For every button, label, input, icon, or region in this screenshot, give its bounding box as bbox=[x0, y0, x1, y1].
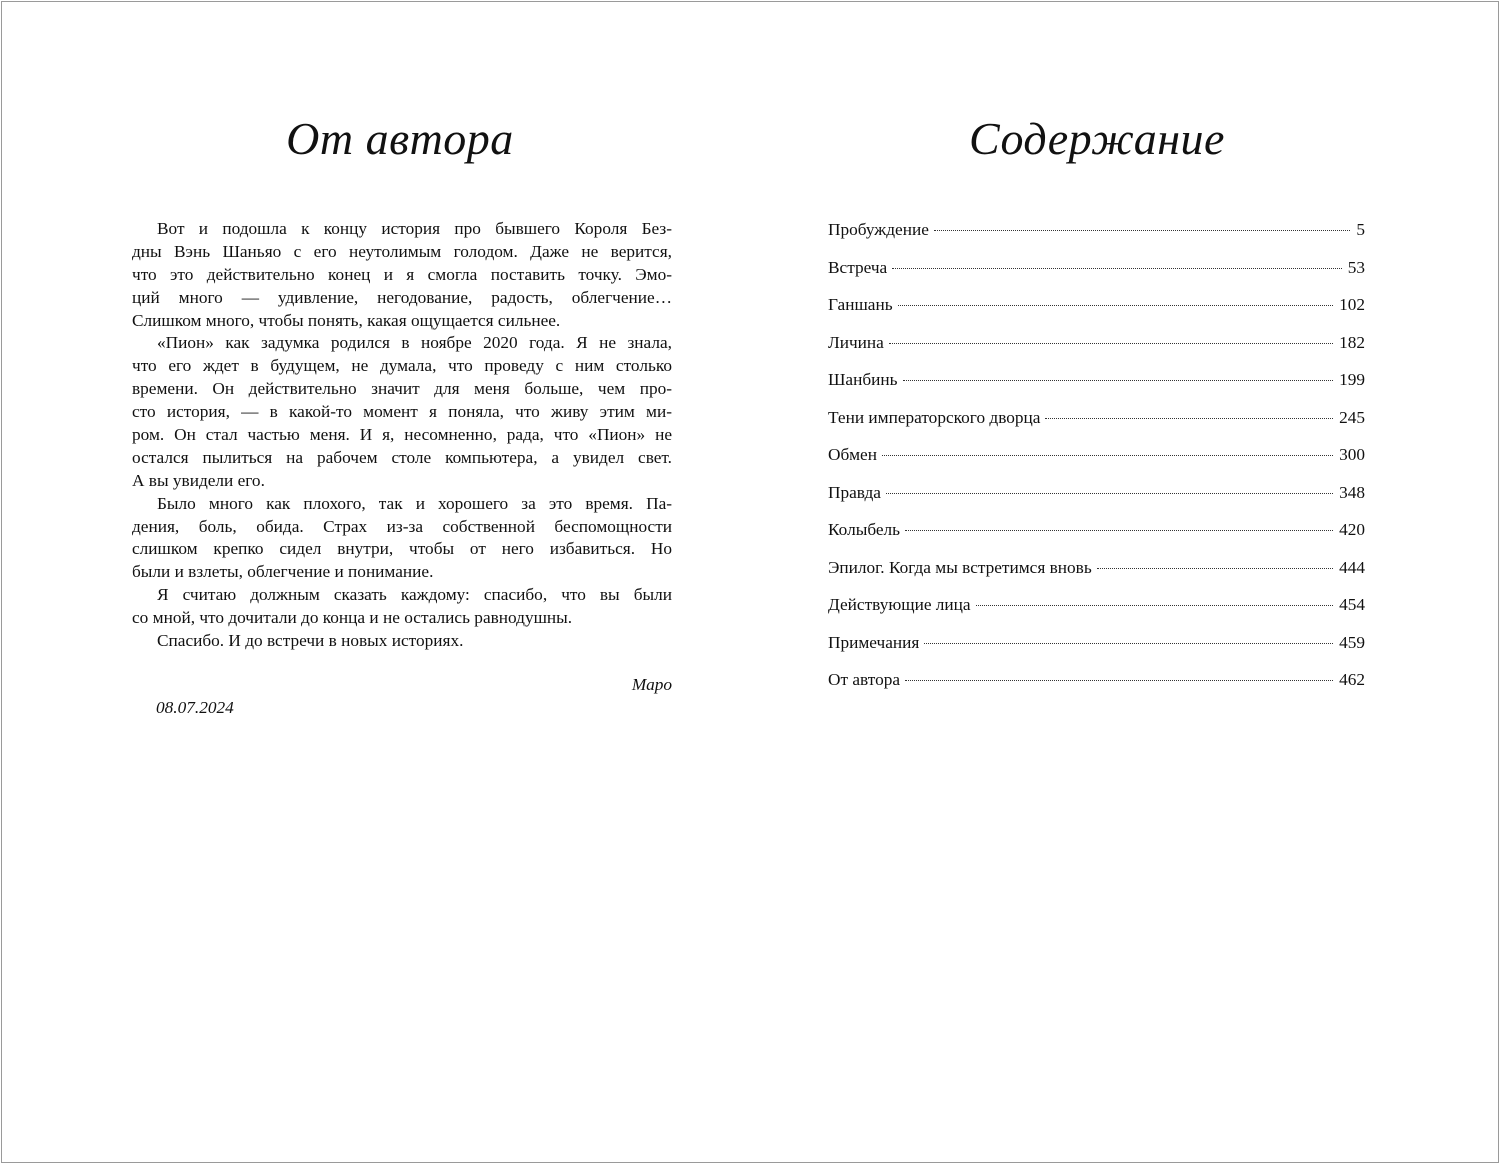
text-line: Я считаю должным сказать каждому: спасибо, что вы были bbox=[157, 585, 672, 605]
toc-page-number: 462 bbox=[1339, 670, 1365, 689]
dot-leader bbox=[1045, 418, 1333, 419]
text-line: Было много как плохого, так и хорошего за это время. Па- bbox=[157, 493, 672, 513]
author-signature: Маро bbox=[631, 675, 672, 694]
toc-entry-title: Встреча bbox=[828, 257, 888, 277]
toc-page-number: 199 bbox=[1339, 370, 1365, 389]
toc-entry[interactable] bbox=[828, 293, 1365, 331]
text-line: ром. Он стал частью меня. И я, несомненно, рада, что «Пион» не bbox=[132, 425, 672, 445]
text-line: слишком крепко сидел внутри, чтобы от него избавиться. Но bbox=[132, 539, 672, 559]
text-line: Вот и подошла к концу история про бывшего Короля Без- bbox=[157, 219, 672, 238]
toc-entry[interactable] bbox=[828, 331, 1365, 369]
toc-page-number: 454 bbox=[1339, 595, 1365, 614]
toc-page-number: 459 bbox=[1339, 632, 1365, 652]
toc-page-number: 420 bbox=[1339, 520, 1365, 539]
text-line: со мной, что дочитали до конца и не остались равнодушны. bbox=[132, 608, 573, 628]
toc-entry[interactable] bbox=[828, 368, 1365, 406]
text-line: Слишком много, чтобы понять, какая ощущается сильнее. bbox=[132, 310, 561, 330]
dot-leader bbox=[889, 343, 1333, 344]
toc-page-number: 444 bbox=[1339, 557, 1365, 577]
toc-entry[interactable] bbox=[828, 593, 1365, 631]
dot-leader bbox=[1097, 568, 1333, 569]
text-line: сто история, — в какой-то момент я поняла, что живу этим ми- bbox=[132, 402, 672, 422]
text-line: дны Вэнь Шаньяо с его неутолимым голодом. Даже не верится, bbox=[132, 241, 672, 261]
dot-leader bbox=[886, 493, 1333, 494]
toc-entry-title: Пробуждение bbox=[828, 220, 929, 239]
toc-entry-title: Ганшань bbox=[828, 295, 893, 314]
afterword-title: От автора bbox=[286, 113, 514, 164]
dot-leader bbox=[905, 680, 1333, 681]
toc-entry[interactable] bbox=[828, 518, 1365, 556]
toc-page-number: 102 bbox=[1339, 295, 1365, 314]
text-line: остался пылиться на рабочем столе компьютера, а увидел свет. bbox=[132, 447, 672, 467]
table-of-contents bbox=[828, 218, 1365, 706]
toc-page-number: 5 bbox=[1356, 220, 1365, 239]
toc-entry-title: Колыбель bbox=[828, 520, 901, 539]
toc-entry-title: От автора bbox=[828, 670, 901, 689]
toc-entry-title: Эпилог. Когда мы встретимся вновь bbox=[828, 557, 1092, 577]
toc-entry-title: Шанбинь bbox=[828, 370, 898, 389]
toc-entry-title: Обмен bbox=[828, 445, 877, 464]
toc-entry-title: Действующие лица bbox=[828, 595, 971, 614]
toc-page-number: 53 bbox=[1347, 257, 1365, 277]
afterword-date: 08.07.2024 bbox=[156, 698, 234, 717]
toc-entry[interactable] bbox=[828, 256, 1365, 294]
text-line: времени. Он действительно значит для меня больше, чем про- bbox=[132, 379, 672, 399]
afterword-body bbox=[132, 218, 672, 653]
text-line: А вы увидели его. bbox=[132, 470, 265, 490]
toc-entry-title: Тени императорского дворца bbox=[828, 407, 1041, 427]
toc-page-number: 245 bbox=[1339, 407, 1365, 427]
toc-entry[interactable] bbox=[828, 406, 1365, 444]
toc-entry[interactable] bbox=[828, 443, 1365, 481]
text-line: дения, боль, обида. Страх из-за собственной беспомощности bbox=[132, 516, 672, 536]
dot-leader bbox=[903, 380, 1334, 381]
contents-title: Содержание bbox=[969, 113, 1225, 164]
text-line: что это действительно конец и я смогла поставить точку. Эмо- bbox=[132, 264, 672, 284]
text-line: Спасибо. И до встречи в новых историях. bbox=[157, 631, 464, 651]
toc-entry[interactable] bbox=[828, 481, 1365, 519]
toc-page-number: 300 bbox=[1339, 445, 1365, 464]
dot-leader bbox=[892, 268, 1342, 269]
toc-entry-title: Правда bbox=[828, 482, 881, 502]
dot-leader bbox=[882, 455, 1333, 456]
dot-leader bbox=[898, 305, 1333, 306]
toc-page-number: 182 bbox=[1339, 332, 1365, 352]
toc-entry-title: Примечания bbox=[828, 632, 920, 652]
dot-leader bbox=[924, 643, 1333, 644]
toc-entry[interactable] bbox=[828, 631, 1365, 669]
text-line: что его ждет в будущем, не думала, что проведу с ним столько bbox=[132, 356, 672, 376]
dot-leader bbox=[905, 530, 1333, 531]
toc-entry[interactable] bbox=[828, 218, 1365, 256]
toc-page-number: 348 bbox=[1339, 482, 1365, 502]
toc-entry[interactable] bbox=[828, 556, 1365, 594]
toc-entry-title: Личина bbox=[828, 332, 884, 352]
text-line: «Пион» как задумка родился в ноябре 2020 года. Я не знала, bbox=[157, 333, 672, 353]
dot-leader bbox=[934, 230, 1350, 231]
text-line: были и взлеты, облегчение и понимание. bbox=[132, 562, 434, 582]
dot-leader bbox=[976, 605, 1333, 606]
toc-entry[interactable] bbox=[828, 668, 1365, 706]
text-line: ций много — удивление, негодование, радость, облегчение… bbox=[132, 287, 672, 307]
